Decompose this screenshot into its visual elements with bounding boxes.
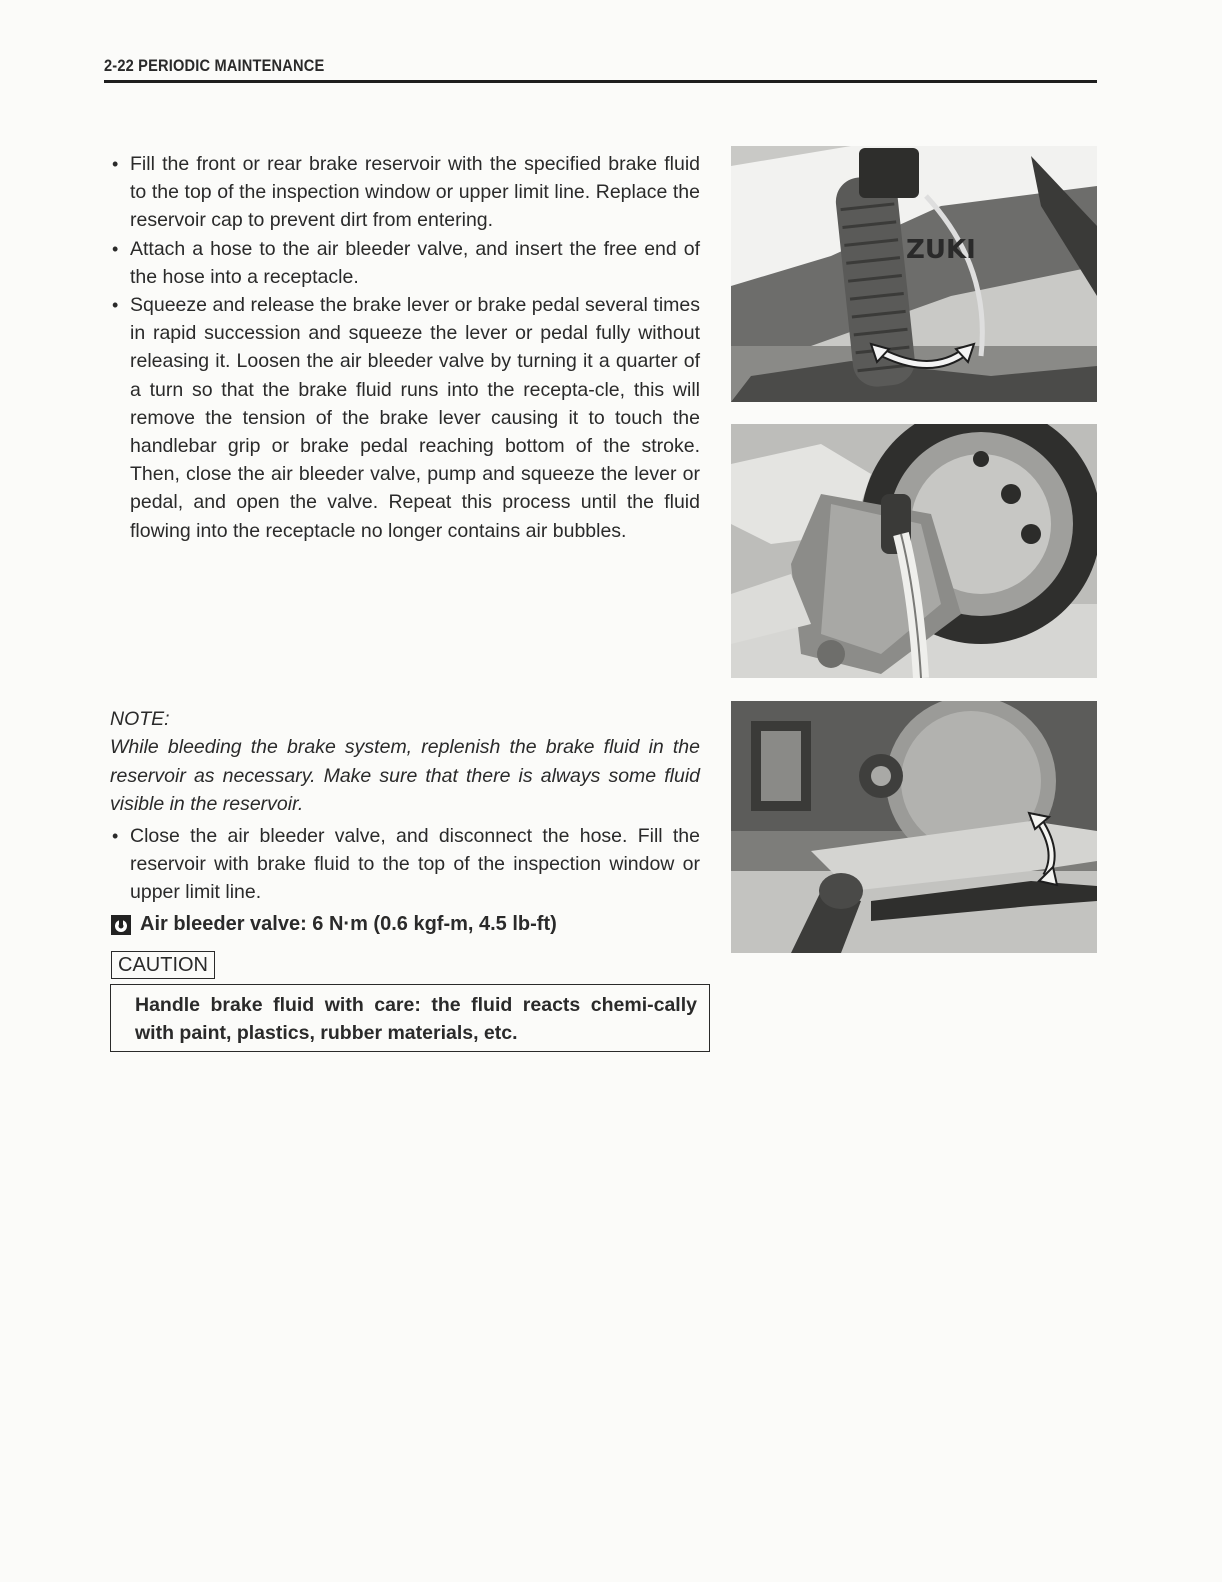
note-block: [110, 705, 700, 819]
page-header: [104, 56, 1097, 83]
torque-spec: [110, 913, 557, 936]
page-header-label: 2-22 PERIODIC MAINTENANCE: [104, 56, 325, 75]
caution-box: [110, 984, 710, 1052]
bleeding-steps: [110, 150, 700, 545]
step-close-valve: • Close the air bleeder valve, and disconnect the hose. Fill the reservoir with brake fluid to the top of the inspection window or upper limit line.: [110, 822, 700, 907]
torque-spec-text: Air bleeder valve: 6 N·m (0.6 kgf-m, 4.5 lb-ft): [140, 913, 557, 935]
photo-brake-pedal: [731, 701, 1097, 953]
caution-text: Handle brake fluid with care: the fluid reacts chemi-cally with paint, plastics, rubber materials, etc.: [135, 994, 697, 1044]
torque-wrench-icon: [110, 914, 132, 936]
caution-label: CAUTION: [111, 951, 215, 979]
note-text: While bleeding the brake system, replenish the brake fluid in the reservoir as necessary. Make sure that there is always some fluid visible in the reservoir.: [110, 736, 700, 816]
closing-steps: [110, 822, 700, 907]
photo1-brand-text: ZUKI: [906, 235, 976, 265]
photo-caliper-bleeder-hose: [731, 424, 1097, 678]
step-squeeze-release: • Squeeze and release the brake lever or brake pedal several times in rapid succession and squeeze the lever or pedal fully without releasing it. Loosen the air bleeder valve by turning it a quarter of a turn so that the brake fluid runs into the recepta-cle, this will remove the tension of the brake lever causing it to touch the handlebar grip or brake pedal reaching bottom of the stroke. Then, close the air bleeder valve, pump and squeeze the lever or pedal, and open the valve. Repeat this process until the fluid flowing into the receptacle no longer contains air bubbles.: [110, 291, 700, 545]
photo-handlebar-grip: [731, 146, 1097, 402]
step-attach-hose: • Attach a hose to the air bleeder valve, and insert the free end of the hose into a receptacle.: [110, 235, 700, 291]
step-fill-reservoir: • Fill the front or rear brake reservoir with the specified brake fluid to the top of the inspection window or upper limit line. Replace the reservoir cap to prevent dirt from entering.: [110, 150, 700, 235]
note-label: NOTE:: [110, 708, 170, 730]
